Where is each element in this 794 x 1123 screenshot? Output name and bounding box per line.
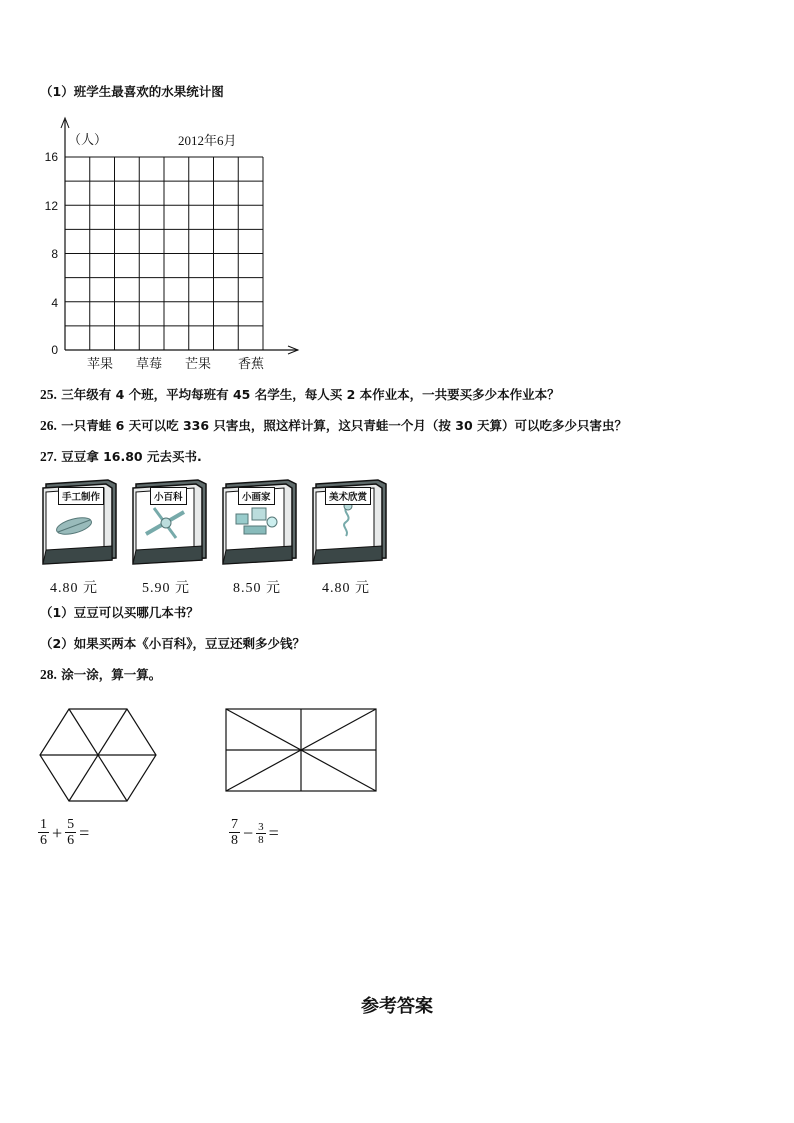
question-text: 一只青蛙 6 天可以吃 336 只害虫，照这样计算，这只青蛙一个月（按 30 天算）可以吃多少只害虫？ [61, 418, 628, 433]
question-text: 三年级有 4 个班，平均每班有 45 名学生，每人买 2 本作业本，一共要买多少本作业本？ [61, 387, 560, 402]
numerator: 1 [40, 817, 47, 832]
x-category-label: 香蕉 [238, 357, 265, 372]
book-card [310, 478, 400, 566]
numerator: 3 [258, 821, 264, 833]
chart-title: 2012年6月 [178, 133, 237, 148]
numerator: 7 [231, 817, 238, 832]
fraction-expression-1 [38, 818, 92, 849]
question-27-sub2: （2）如果买两本《小百科》，豆豆还剩多少钱？ [40, 636, 305, 651]
y-tick-label: 0 [51, 343, 58, 357]
question-number: 27. [40, 449, 57, 464]
x-category-label: 草莓 [136, 357, 163, 372]
operator: − [243, 823, 254, 843]
fraction [229, 818, 240, 849]
y-tick-label: 16 [44, 150, 58, 164]
book-card [130, 478, 220, 566]
operator: + [52, 823, 63, 843]
answers-heading: 参考答案 [361, 996, 433, 1017]
fraction-expression-2 [229, 818, 282, 849]
question-26 [40, 416, 627, 434]
book-card [220, 478, 310, 566]
question-27-sub1: （1）豆豆可以买哪几本书？ [40, 605, 199, 620]
question-number: 26. [40, 418, 57, 433]
question-25 [40, 385, 560, 403]
chart-canvas [30, 112, 310, 372]
question-number: 25. [40, 387, 57, 402]
fraction [38, 818, 49, 849]
fruit-chart [30, 112, 310, 372]
rectangle-shape [225, 708, 377, 792]
question-27 [40, 447, 202, 465]
numerator: 5 [67, 817, 75, 832]
question-text: 豆豆拿 16.80 元去买书. [61, 449, 202, 464]
book-price: 8.50 元 [233, 581, 281, 596]
book-title: 手工制作 [58, 487, 104, 505]
fraction [65, 818, 76, 849]
book-title: 小百科 [150, 487, 187, 505]
hexagon-figure [38, 705, 158, 805]
book-card [40, 478, 130, 566]
y-tick-label: 4 [51, 296, 58, 310]
book-price: 4.80 元 [322, 581, 370, 596]
denominator: 8 [258, 834, 264, 846]
question-28 [40, 665, 161, 683]
book-price: 4.80 元 [50, 581, 98, 596]
y-tick-label: 12 [44, 199, 58, 213]
denominator: 8 [231, 833, 238, 848]
book-title: 小画家 [238, 487, 275, 505]
hexagon-shape [38, 705, 158, 805]
equals-sign: = [268, 823, 279, 843]
rectangle-figure [225, 708, 377, 792]
chart-caption: （1）班学生最喜欢的水果统计图 [40, 84, 224, 99]
y-tick-label: 8 [51, 247, 58, 261]
x-category-label: 芒果 [185, 357, 212, 372]
chart-ylabel: （人） [68, 133, 108, 148]
equals-sign: = [79, 823, 90, 843]
x-category-label: 苹果 [87, 357, 114, 372]
book-price: 5.90 元 [142, 581, 190, 596]
denominator: 6 [67, 833, 75, 848]
book-title: 美术欣赏 [325, 487, 371, 505]
question-text: 涂一涂，算一算。 [61, 667, 162, 682]
fraction [256, 821, 266, 846]
question-number: 28. [40, 667, 57, 682]
denominator: 6 [40, 833, 47, 848]
